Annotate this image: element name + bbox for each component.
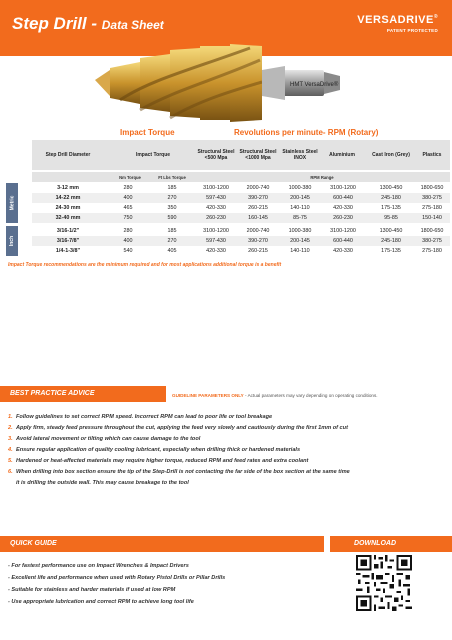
brand-text: VERSADRIVE — [357, 14, 434, 26]
cell-structural-500: 420-330 — [206, 205, 226, 211]
cell-ftlbs-torque: 590 — [167, 215, 177, 221]
table-row — [32, 193, 450, 203]
cell-nm-torque: 540 — [123, 248, 133, 254]
col-impact-torque: Impact Torque — [135, 152, 171, 158]
cell-nm-torque: 465 — [123, 205, 133, 211]
cell-aluminium: 3100-1200 — [330, 228, 356, 234]
col-structural-500: Structural Steel <500 Mpa — [197, 149, 235, 161]
cell-plastics: 380-275 — [422, 238, 442, 244]
cell-stainless: 200-145 — [290, 238, 310, 244]
cell-stainless: 85-75 — [293, 215, 307, 221]
cell-nm-torque: 750 — [123, 215, 133, 221]
table-row — [32, 236, 450, 246]
download-label[interactable]: DOWNLOAD — [354, 540, 396, 547]
brand-logo — [357, 14, 438, 42]
list-item-continuation: it is drilling the outside wall. This may cause breakage to the tool — [16, 480, 189, 486]
cell-structural-500: 420-330 — [206, 248, 226, 254]
col-structural-1000: Structural Steel <1000 Mpa — [239, 149, 277, 161]
cell-structural-500: 260-230 — [206, 215, 226, 221]
cell-diameter: 24-30 mm — [55, 205, 81, 211]
cell-stainless: 200-145 — [290, 195, 310, 201]
cell-diameter: 14-22 mm — [55, 195, 81, 201]
cell-structural-500: 3100-1200 — [203, 185, 229, 191]
cell-structural-1000: 2000-740 — [246, 228, 270, 234]
list-item — [8, 445, 446, 456]
title-sub: Data Sheet — [101, 18, 164, 32]
cell-ftlbs-torque: 185 — [167, 185, 177, 191]
cell-ftlbs-torque: 270 — [167, 238, 177, 244]
cell-ftlbs-torque: 185 — [167, 228, 177, 234]
cell-cast-iron: 245-180 — [381, 195, 401, 201]
quick-guide-list — [8, 560, 318, 608]
cell-plastics: 150-140 — [422, 215, 442, 221]
cell-nm-torque: 280 — [123, 228, 133, 234]
list-item — [8, 423, 446, 434]
cell-ftlbs-torque: 270 — [167, 195, 177, 201]
col-diameter: Step Drill Diameter — [45, 152, 91, 158]
cell-plastics: 380-275 — [422, 195, 442, 201]
list-item-number: 3. — [8, 436, 13, 442]
brand-name — [357, 14, 438, 26]
cell-structural-1000: 160-145 — [248, 215, 268, 221]
quick-guide-title: QUICK GUIDE — [10, 540, 57, 547]
list-item-number: 5. — [8, 458, 13, 464]
subcol-nm: Nm Torque — [119, 174, 141, 180]
cell-aluminium: 600-440 — [333, 195, 353, 201]
list-item-text: Hardened or heat-affected materials may require higher torque, reduced RPM and feed rates and extra coolant — [16, 458, 309, 464]
col-stainless: Stainless Steel INOX — [282, 149, 318, 161]
cell-aluminium: 3100-1200 — [330, 185, 356, 191]
subcol-ftlbs: Ft Lbs Torque — [158, 174, 186, 180]
cell-structural-1000: 260-215 — [248, 248, 268, 254]
cell-cast-iron: 95-85 — [384, 215, 398, 221]
list-item-text: When drilling into box section ensure the tip of the Step-Drill is not contacting the far side of the box section at the same time — [16, 469, 350, 475]
cell-cast-iron: 245-180 — [381, 238, 401, 244]
rpm-heading: Revolutions per minute- RPM (Rotary) — [234, 128, 379, 137]
list-item-number: 6. — [8, 469, 13, 475]
list-item — [8, 467, 446, 489]
list-item-number: 2. — [8, 425, 13, 431]
cell-diameter: 3/16-7/8" — [56, 238, 80, 244]
table-row — [32, 246, 450, 256]
best-practice-list — [8, 412, 446, 489]
step-drill-image — [0, 40, 452, 126]
cell-plastics: 1800-650 — [420, 228, 444, 234]
table-subheader — [32, 172, 450, 182]
guideline-note — [172, 393, 378, 398]
cell-aluminium: 600-440 — [333, 238, 353, 244]
list-item-number: 1. — [8, 414, 13, 420]
list-item — [8, 456, 446, 467]
list-item-number: 4. — [8, 447, 13, 453]
impact-torque-heading: Impact Torque — [120, 128, 175, 137]
metric-label-text: Metric — [9, 195, 16, 211]
qr-code-icon[interactable] — [356, 555, 412, 611]
col-aluminium: Aluminium — [329, 152, 355, 158]
list-item-text: Apply firm, steady feed pressure throughout the cut, applying the feed very slowly and cautiously during the first 1mm of cut — [16, 425, 348, 431]
cell-structural-500: 3100-1200 — [203, 228, 229, 234]
subcol-rpm-range: RPM Range — [310, 174, 334, 180]
shank-label: HMT VersaDrive® — [290, 82, 339, 88]
brand-tagline: PATENT PROTECTED — [386, 28, 438, 33]
cell-aluminium: 420-330 — [333, 248, 353, 254]
cell-aluminium: 260-230 — [333, 215, 353, 221]
table-header — [32, 140, 450, 170]
col-plastics: Plastics — [422, 152, 442, 158]
cell-stainless: 140-110 — [290, 205, 310, 211]
list-item: - For fastest performance use on Impact Wrenches & Impact Drivers — [8, 563, 189, 569]
page-title — [12, 14, 164, 34]
cell-cast-iron: 1300-450 — [379, 228, 403, 234]
guideline-note-rest: - Actual parameters may vary depending on operating conditions. — [243, 393, 378, 398]
cell-plastics: 275-180 — [422, 248, 442, 254]
cell-plastics: 275-180 — [422, 205, 442, 211]
cell-cast-iron: 175-135 — [381, 248, 401, 254]
list-item-text: Ensure regular application of quality cooling lubricant, especially when drilling thick or hardened materials — [16, 447, 301, 453]
list-item: - Suitable for stainless and harder materials if used at low RPM — [8, 587, 176, 593]
cell-diameter: 3/16-1/2" — [56, 228, 80, 234]
cell-cast-iron: 1300-450 — [379, 185, 403, 191]
table-row — [32, 226, 450, 236]
cell-structural-500: 597-430 — [206, 238, 226, 244]
metric-side-label — [6, 183, 18, 223]
cell-stainless: 140-110 — [290, 248, 310, 254]
cell-structural-1000: 260-215 — [248, 205, 268, 211]
cell-aluminium: 420-330 — [333, 205, 353, 211]
inch-label-text: Inch — [9, 235, 15, 247]
guideline-note-strong: GUIDELINE PARAMETERS ONLY — [172, 393, 244, 398]
table-row — [32, 183, 450, 193]
table-row — [32, 203, 450, 213]
cell-structural-500: 597-430 — [206, 195, 226, 201]
title-main: Step Drill - — [12, 14, 102, 33]
list-item: - Use appropriate lubrication and correct RPM to achieve long tool life — [8, 599, 194, 605]
table-row — [32, 213, 450, 223]
cell-stainless: 1000-380 — [288, 185, 312, 191]
cell-cast-iron: 175-135 — [381, 205, 401, 211]
cell-nm-torque: 400 — [123, 238, 133, 244]
best-practice-title: BEST PRACTICE ADVICE — [10, 390, 95, 397]
cell-stainless: 1000-380 — [288, 228, 312, 234]
cell-structural-1000: 390-270 — [248, 195, 268, 201]
list-item — [8, 434, 446, 445]
list-item — [8, 412, 446, 423]
cell-nm-torque: 280 — [123, 185, 133, 191]
cell-nm-torque: 400 — [123, 195, 133, 201]
cell-diameter: 1/4-1-3/8" — [55, 248, 81, 254]
list-item: - Excellent life and performance when used with Rotary Pistol Drills or Pillar Drills — [8, 575, 226, 581]
cell-diameter: 3-12 mm — [57, 185, 79, 191]
cell-plastics: 1800-650 — [420, 185, 444, 191]
cell-diameter: 32-40 mm — [55, 215, 81, 221]
list-item-text: Follow guidelines to set correct RPM speed. Incorrect RPM can lead to poor life or tool breakage — [16, 414, 273, 420]
table-footnote: Impact Torque recommendations are the minimum required and for most applications additional torque is a benefit — [8, 262, 282, 268]
cell-structural-1000: 390-270 — [248, 238, 268, 244]
col-cast-iron: Cast Iron (Grey) — [372, 152, 410, 158]
list-item-text: Avoid lateral movement or tilting which can cause damage to the tool — [16, 436, 201, 442]
cell-ftlbs-torque: 350 — [167, 205, 177, 211]
cell-ftlbs-torque: 405 — [167, 248, 177, 254]
brand-reg: ® — [433, 14, 438, 20]
inch-side-label — [6, 226, 18, 256]
cell-structural-1000: 2000-740 — [246, 185, 270, 191]
